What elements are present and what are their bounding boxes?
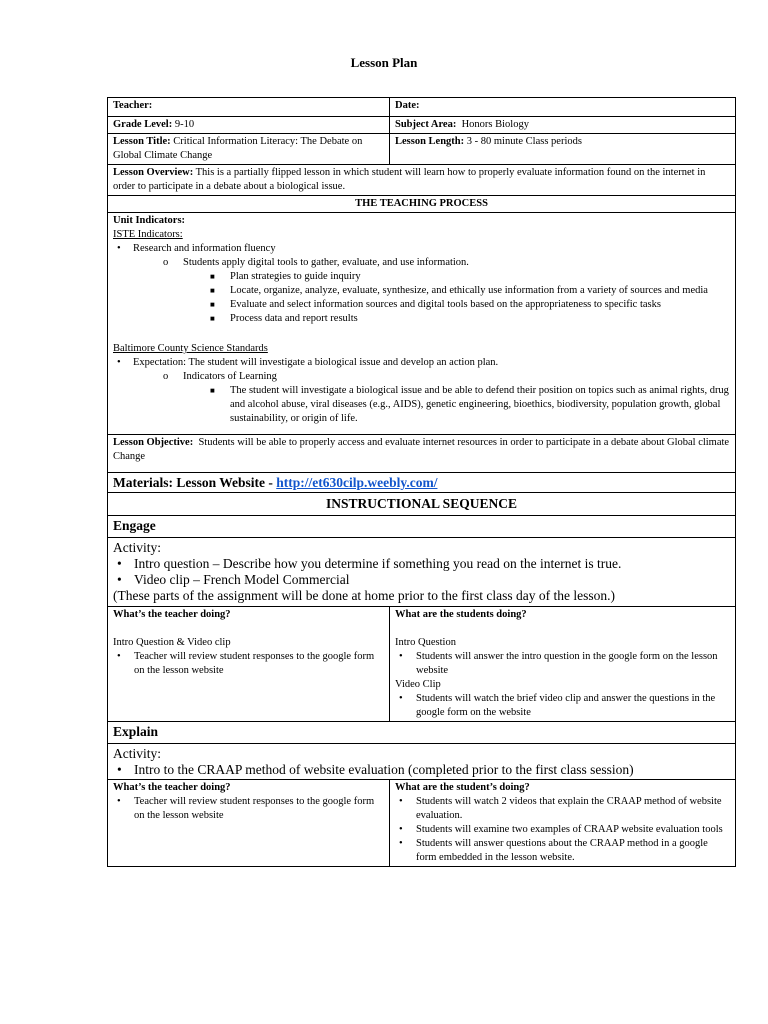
explain-activity-list [113, 762, 730, 778]
students-doing-sub: Intro Question [395, 637, 456, 648]
objective-value: Students will be able to properly access and evaluate internet resources in order to participate in a debate about Global climate Change [113, 437, 730, 462]
grade-value: 9-10 [174, 119, 195, 130]
bullet-icon: • [117, 572, 122, 587]
students-doing-text: Students will answer questions about the CRAAP method in a google form embedded in the lesson website. [416, 838, 708, 863]
bullet-icon: • [399, 651, 403, 662]
list-item [113, 762, 730, 778]
square-bullet-icon: ■ [210, 272, 215, 281]
list-item [113, 556, 730, 572]
indicators-row [108, 213, 736, 435]
lesson-website-link[interactable]: http://et630cilp.weebly.com/ [276, 475, 438, 490]
square-bullet-icon: ■ [210, 314, 215, 323]
list-item [208, 312, 730, 326]
list-item [395, 823, 730, 837]
unit-indicators-label: Unit Indicators: [113, 215, 186, 226]
teacher-row [108, 98, 736, 117]
materials-row [108, 473, 736, 493]
instructional-sequence-heading: INSTRUCTIONAL SEQUENCE [108, 493, 736, 516]
explain-activity-row [108, 744, 736, 780]
teacher-doing-sub: Intro Question & Video clip [113, 637, 231, 648]
bullet-icon: • [117, 243, 121, 254]
explain-activity-label: Activity: [113, 746, 161, 761]
students-doing-list [395, 650, 730, 678]
students-doing-text: Students will examine two examples of CRAAP website evaluation tools [416, 824, 723, 835]
students-doing-text: Students will watch 2 videos that explain the CRAAP method of website evaluation. [416, 796, 722, 821]
teacher-doing-list [113, 795, 384, 823]
baltimore-sub-text: Indicators of Learning [183, 371, 277, 382]
lesson-title-value: Critical Information Literacy: The Debate on Global Climate Change [113, 136, 363, 161]
students-doing-heading: What are the students doing? [395, 609, 527, 620]
date-label: Date: [395, 100, 420, 111]
engage-heading-row [108, 516, 736, 538]
lesson-length-label: Lesson Length: [395, 136, 465, 147]
bullet-icon: • [117, 762, 122, 777]
engage-doing-row [108, 607, 736, 722]
iste-bullet-text: Research and information fluency [133, 243, 276, 254]
iste-item-text: Plan strategies to guide inquiry [230, 271, 361, 282]
teacher-doing-heading: What’s the teacher doing? [113, 609, 231, 620]
list-item [395, 650, 730, 678]
list-item [395, 692, 730, 720]
students-doing-heading: What are the student’s doing? [395, 782, 530, 793]
list-item [113, 242, 730, 326]
students-doing-text: Students will watch the brief video clip and answer the questions in the google form on the website [416, 693, 716, 718]
overview-label: Lesson Overview: [113, 167, 194, 178]
engage-heading: Engage [108, 516, 736, 538]
subject-label: Subject Area: [395, 119, 457, 130]
explain-heading: Explain [108, 722, 736, 744]
teacher-doing-text: Teacher will review student responses to the google form on the lesson website [134, 651, 375, 676]
baltimore-list [113, 356, 730, 426]
list-item [395, 837, 730, 865]
list-item [208, 270, 730, 284]
instructional-sequence-row [108, 493, 736, 516]
bullet-icon: • [399, 838, 403, 849]
engage-item-text: Video clip – French Model Commercial [134, 572, 350, 587]
list-item [163, 370, 730, 426]
list-item [208, 298, 730, 312]
explain-doing-row [108, 780, 736, 867]
iste-sub-text: Students apply digital tools to gather, evaluate, and use information. [183, 257, 469, 268]
grade-row [108, 117, 736, 134]
materials-label: Materials: Lesson Website - [113, 475, 273, 490]
grade-label: Grade Level: [113, 119, 173, 130]
engage-note: (These parts of the assignment will be done at home prior to the first class day of the lesson.) [113, 588, 615, 603]
teacher-doing-text: Teacher will review student responses to the google form on the lesson website [134, 796, 375, 821]
engage-activity-list [113, 556, 730, 588]
bullet-icon: • [399, 824, 403, 835]
iste-list [113, 242, 730, 326]
square-bullet-icon: ■ [210, 286, 215, 295]
subject-value: Honors Biology [461, 119, 529, 130]
students-doing-list [395, 692, 730, 720]
circle-bullet-icon: o [163, 257, 169, 268]
lesson-title-label: Lesson Title: [113, 136, 171, 147]
baltimore-label: Baltimore County Science Standards [113, 343, 268, 354]
students-doing-text: Students will answer the intro question in the google form on the lesson website [416, 651, 718, 676]
objective-label: Lesson Objective: [113, 437, 194, 448]
bullet-icon: • [117, 796, 121, 807]
baltimore-item-text: The student will investigate a biological issue and be able to defend their position on topics such as animal rights, drug and alcohol abuse, viral diseases (e.g., AIDS), genetic engineering, bioethics, biodiversity, population growth, global sustainability, or origin of life. [230, 385, 729, 424]
engage-item-text: Intro question – Describe how you determine if something you read on the internet is true. [134, 556, 622, 571]
objective-row [108, 435, 736, 473]
explain-heading-row [108, 722, 736, 744]
lesson-title-row [108, 134, 736, 165]
bullet-icon: • [117, 651, 121, 662]
list-item [113, 572, 730, 588]
list-item [113, 650, 384, 678]
square-bullet-icon: ■ [210, 386, 215, 395]
teacher-doing-heading: What’s the teacher doing? [113, 782, 231, 793]
explain-item-text: Intro to the CRAAP method of website evaluation (completed prior to the first class session) [134, 762, 634, 777]
engage-activity-row [108, 538, 736, 607]
iste-item-text: Evaluate and select information sources and digital tools based on the appropriateness to specific tasks [230, 299, 661, 310]
list-item [208, 284, 730, 298]
teacher-doing-list [113, 650, 384, 678]
teaching-process-row [108, 196, 736, 213]
students-doing-list [395, 795, 730, 865]
circle-bullet-icon: o [163, 371, 169, 382]
list-item [113, 356, 730, 426]
engage-activity-label: Activity: [113, 540, 161, 555]
list-item [208, 384, 730, 426]
list-item [113, 795, 384, 823]
bullet-icon: • [117, 357, 121, 368]
lesson-length-value: 3 - 80 minute Class periods [466, 136, 582, 147]
iste-label: ISTE Indicators: [113, 229, 183, 240]
square-bullet-icon: ■ [210, 300, 215, 309]
teacher-label: Teacher: [113, 100, 153, 111]
list-item [395, 795, 730, 823]
iste-item-text: Process data and report results [230, 313, 358, 324]
baltimore-bullet-text: Expectation: The student will investigate a biological issue and develop an action plan. [133, 357, 499, 368]
bullet-icon: • [399, 796, 403, 807]
teaching-process-heading: THE TEACHING PROCESS [108, 196, 736, 213]
lesson-plan-table [107, 97, 736, 867]
bullet-icon: • [117, 556, 122, 571]
bullet-icon: • [399, 693, 403, 704]
iste-item-text: Locate, organize, analyze, evaluate, synthesize, and ethically use information from a variety of sources and media [230, 285, 708, 296]
students-doing-sub: Video Clip [395, 679, 441, 690]
list-item [163, 256, 730, 326]
page-title: Lesson Plan [350, 55, 418, 70]
overview-row [108, 165, 736, 196]
overview-value: This is a partially flipped lesson in which student will learn how to properly evaluate information found on the internet in order to participate in a debate about a biological issue. [113, 167, 706, 192]
